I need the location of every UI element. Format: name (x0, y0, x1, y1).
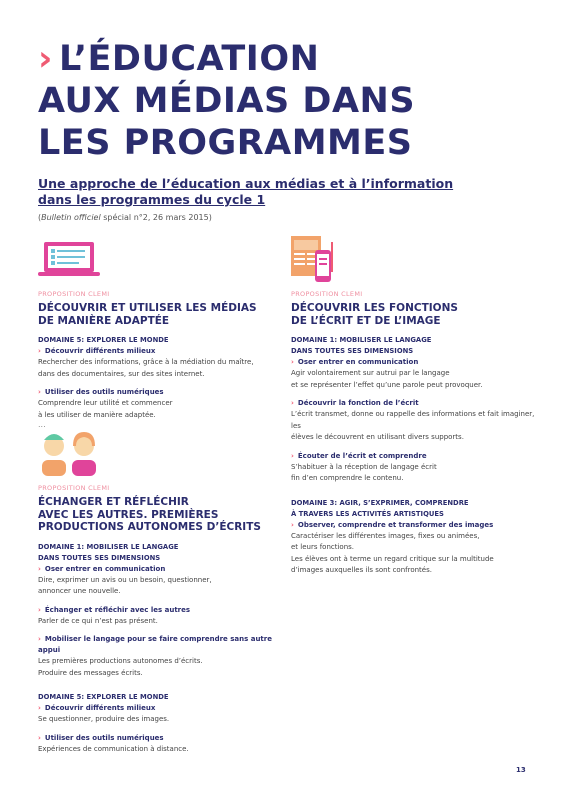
chevron-right-icon: › (38, 39, 53, 79)
subtitle: Une approche de l’éducation aux médias et à l’information dans les programmes du cycle 1 (38, 176, 454, 207)
list-item: › Découvrir la fonction de l’écrit L’écrit transmet, donne ou rappelle des informations et fait imaginer, les élèves le découvrent en utilisant divers supports. (291, 399, 535, 441)
list-item: › Utiliser des outils numériques Expériences de communication à distance. (38, 733, 189, 753)
source-reference: (Bulletin officiel spécial n°2, 26 mars 2015) (38, 213, 212, 222)
section-exchange: PROPOSITION CLEMI ÉCHANGER ET RÉFLÉCHIR AVEC LES AUTRES. PREMIÈRES PRODUCTIONS AUTONOMES D’ÉCRITS DOMAINE 1: MOBILISER LE LANGAGE DANS TOUTES SES DIMENSIONS › Oser entrer en communication Dire, exprimer un avis ou un besoin, questionner, annoncer une nouvelle. › Échanger et réfléchir avec les autres Parler de ce qui n’est pas présent. › Mobiliser le langage pour se faire comprendre sans autre appui Les premières productions autonomes d’écrits. Produire des messages écrits. DOMAINE 5: EXPLORER LE MONDE › Découvrir différents milieux Se questionner, produire des images. › Utiliser des outils numériques Expériences de communication à distance. (38, 484, 278, 762)
laptop-icon (38, 240, 100, 280)
list-item: › Observer, comprendre et transformer des images Caractériser les différentes images, fixes ou animées, et leurs fonctions. Les élèves ont à terme un regard critique sur la multitude d’images auxquelles ils sont confrontés. (291, 520, 494, 574)
section-heading: ÉCHANGER ET RÉFLÉCHIR AVEC LES AUTRES. PREMIÈRES PRODUCTIONS AUTONOMES D’ÉCRITS (38, 496, 261, 533)
list-item: › Échanger et réfléchir avec les autres Parler de ce qui n’est pas présent. (38, 605, 191, 625)
list-item: › Oser entrer en communication Dire, exprimer un avis ou un besoin, questionner, annoncer une nouvelle. (38, 564, 212, 595)
section-heading: DÉCOUVRIR LES FONCTIONS DE L’ÉCRIT ET DE L’IMAGE (291, 302, 458, 327)
section-writing-image: PROPOSITION CLEMI DÉCOUVRIR LES FONCTIONS DE L’ÉCRIT ET DE L’IMAGE DOMAINE 1: MOBILISER LE LANGAGE DANS TOUTES SES DIMENSIONS › Oser entrer en communication Agir volontairement sur autrui par le langage et se représenter l’effet qu’une parole peut provoquer. › Découvrir la fonction de l’écrit L’écrit transmet, donne ou rappelle des informations et fait imaginer, les élèves le découvrent en utilisant divers supports. › Écouter de l’écrit et comprendre S’habituer à la réception de langage écrit fin d’en comprendre le contenu. DOMAINE 3: AGIR, S’EXPRIMER, COMPRENDRE À TRAVERS LES ACTIVITÉS ARTISTIQUES › Observer, comprendre et transformer des images Caractériser les différentes images, fixes ou animées, et leurs fonctions. Les élèves ont à terme un regard critique sur la multitude d’images auxquelles ils sont confrontés. (291, 290, 536, 584)
list-item: › Découvrir différents milieux Se questionner, produire des images. (38, 704, 170, 723)
page-title: › L’ÉDUCATION AUX MÉDIAS DANS LES PROGRAMMES (38, 39, 416, 163)
section-media-usage: PROPOSITION CLEMI DÉCOUVRIR ET UTILISER LES MÉDIAS DE MANIÈRE ADAPTÉE DOMAINE 5: EXPLORER LE MONDE › Découvrir différents milieux Rechercher des informations, grâce à la médiation du maître, dans des documentaires, sur des sites internet. › Utiliser des outils numériques Comprendre leur utilité et commencer à les utiliser de manière adaptée. (38, 290, 278, 428)
ellipsis: ... (38, 420, 46, 429)
list-item: › Utiliser des outils numériques Comprendre leur utilité et commencer à les utiliser de manière adaptée. (38, 388, 173, 419)
list-item: › Écouter de l’écrit et comprendre S’habituer à la réception de langage écrit fin d’en comprendre le contenu. (291, 451, 437, 482)
list-item: › Oser entrer en communication Agir volontairement sur autrui par le langage et se représenter l’effet qu’une parole peut provoquer. (291, 358, 483, 389)
two-children-icon (38, 430, 100, 476)
list-item: › Découvrir différents milieux Rechercher des informations, grâce à la médiation du maître, dans des documentaires, sur des sites internet. (38, 347, 254, 378)
page-number: 13 (516, 766, 526, 774)
list-item: › Mobiliser le langage pour se faire comprendre sans autre appui Les premières productions autonomes d’écrits. Produire des messages écrits. (38, 635, 272, 677)
section-heading: DÉCOUVRIR ET UTILISER LES MÉDIAS DE MANIÈRE ADAPTÉE (38, 302, 257, 327)
documents-phone-icon (291, 234, 337, 284)
